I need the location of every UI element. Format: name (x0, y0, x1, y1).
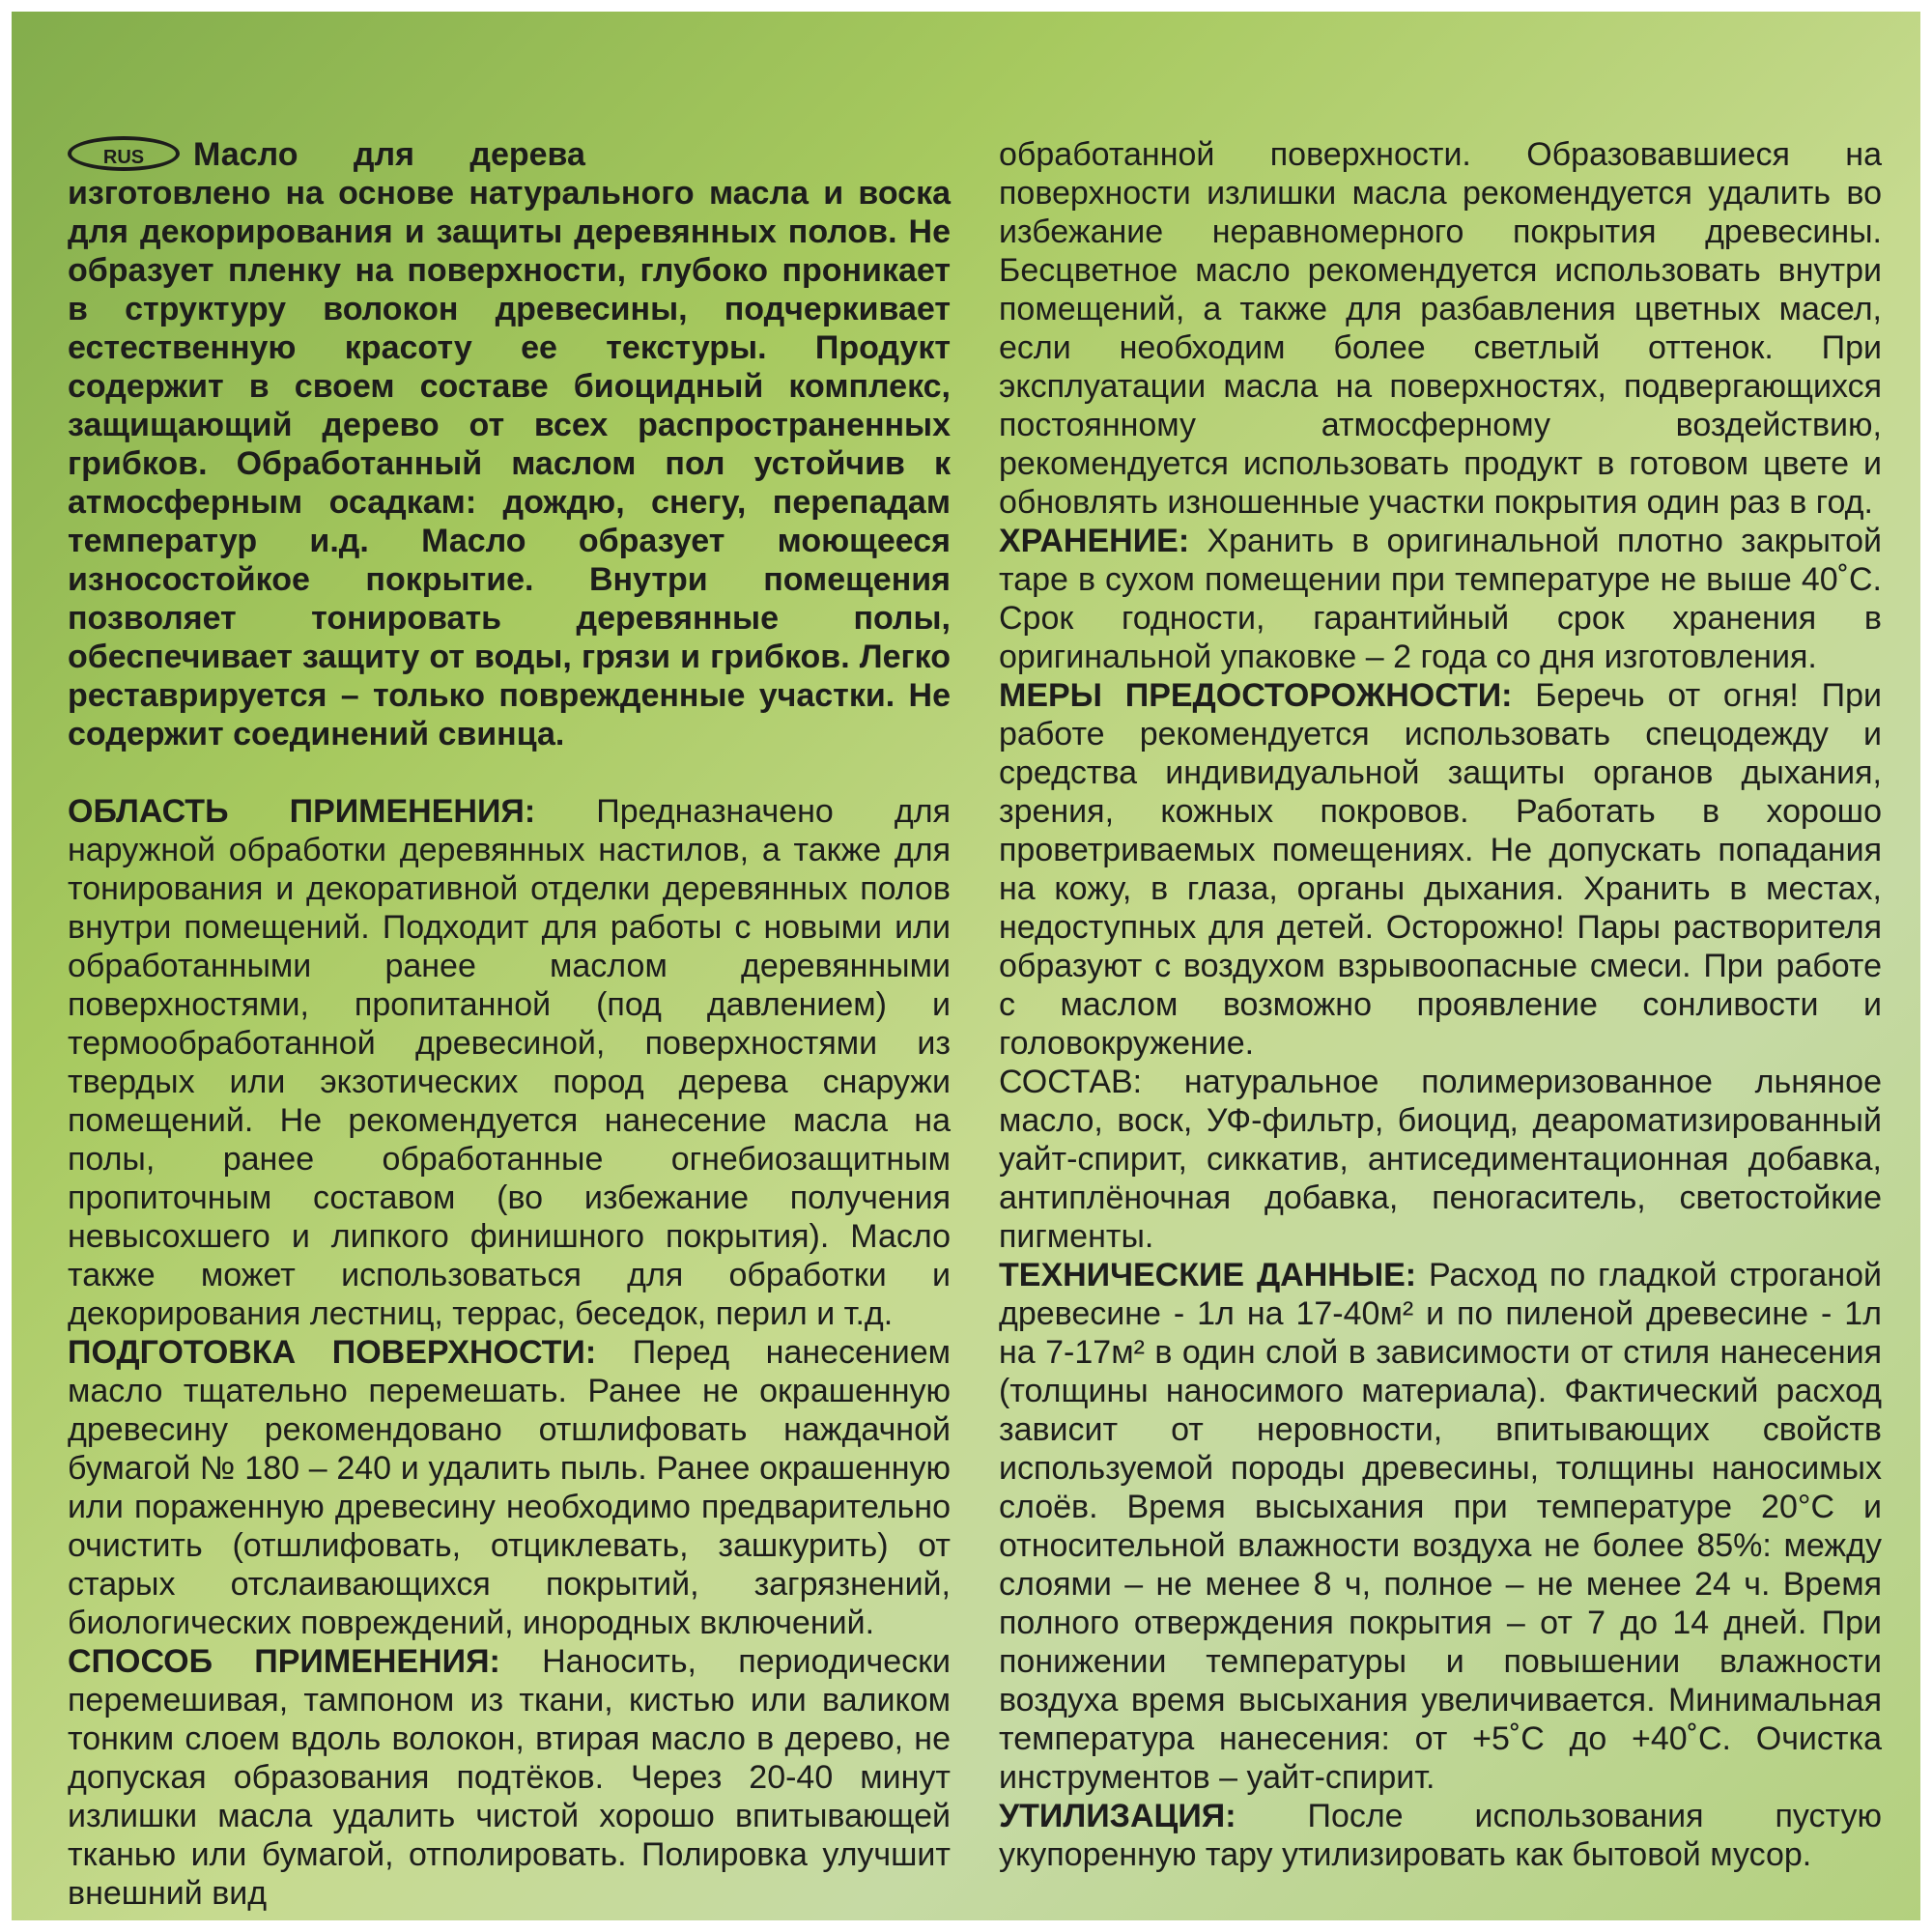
section-tech-text: Расход по гладкой строганой древесине - 1л на 17-40м² и по пиленой древесине - 1л на 7-17м² в один слой в зависимости от стиля нанесения (толщины наносимого материала). Фактический расход зависит от неровности, впитывающих свойств используемой породы древесины, толщины наносимых слоёв. Время высыхания при температуре 20°С и относительной влажности воздуха не более 85%: между слоями – не менее 8 ч, полное – не менее 24 ч. Время полного отверждения покрытия – от 7 до 14 дней. При понижении температуры и повышении влажности воздуха время высыхания увеличивается. Минимальная температура нанесения: от +5˚С до +40˚С. Очистка инструментов – уайт-спирит. (999, 1257, 1882, 1796)
section-tech-title: ТЕХНИЧЕСКИЕ ДАННЫЕ: (999, 1257, 1417, 1293)
section-composition-text: натуральное полимеризованное льняное масло, воск, УФ-фильтр, биоцид, деароматизированный уайт-спирит, сиккатив, антиседиментационная добавка, антиплёночная добавка, пеногаситель, светостойкие пигменты. (999, 1064, 1882, 1255)
section-storage-title: ХРАНЕНИЕ: (999, 523, 1190, 559)
section-composition-title: СОСТАВ: (999, 1064, 1143, 1100)
section-composition (999, 1063, 1882, 1256)
section-method-continued: обработанной поверхности. Образовавшиеся на поверхности излишки масла рекомендуется удалить во избежание неравномерного покрытия древесины. Бесцветное масло рекомендуется использовать внутри помещений, а также для разбавления цветных масел, если необходим более светлый оттенок. При эксплуатации масла на поверхностях, подвергающихся постоянному атмосферному воздействию, рекомендуется использовать продукт в готовом цвете и обновлять изношенные участки покрытия один раз в год. (999, 136, 1882, 521)
section-prep-title: ПОДГОТОВКА ПОВЕРХНОСТИ: (68, 1334, 597, 1371)
label-panel (12, 12, 1920, 1920)
left-column (68, 135, 951, 1913)
section-disposal-text: После использования пустую укупоренную тару утилизировать как бытовой мусор. (999, 1798, 1882, 1873)
section-storage-text: Хранить в оригинальной плотно закрытой таре в сухом помещении при температуре не выше 40˚С. Срок годности, гарантийный срок хранения в оригинальной упаковке – 2 года со дня изготовления. (999, 523, 1882, 675)
intro-paragraph (68, 135, 951, 753)
section-prep (68, 1333, 951, 1642)
section-area-title: ОБЛАСТЬ ПРИМЕНЕНИЯ: (68, 793, 536, 830)
section-prep-text: Перед нанесением масло тщательно перемешать. Ранее не окрашенную древесину рекомендовано отшлифовать наждачной бумагой № 180 – 240 и удалить пыль. Ранее окрашенную или пораженную древесину необходимо предварительно очистить (отшлифовать, отциклевать, зашкурить) от старых отслаивающихся покрытий, загрязнений, биологических повреждений, инородных включений. (68, 1334, 951, 1641)
section-disposal (999, 1797, 1882, 1874)
section-method (68, 1642, 951, 1913)
intro-text: изготовлено на основе натурального масла и воска для декорирования и защиты деревянных полов. Не образует пленку на поверхности, глубоко проникает в структуру волокон древесины, подчеркивает естественную красоту ее текстуры. Продукт содержит в своем составе биоцидный комплекс, защищающий дерево от всех распространенных грибков. Обработанный маслом пол устойчив к атмосферным осадкам: дождю, снегу, перепадам температур и.д. Масло образует моющееся износостойкое покрытие. Внутри помещения позволяет тонировать деревянные полы, обеспечивает защиту от воды, грязи и грибков. Легко реставрируется – только поврежденные участки. Не содержит соединений свинца. (68, 175, 951, 753)
spacer (68, 753, 951, 792)
section-area (68, 792, 951, 1333)
right-column (999, 135, 1882, 1874)
section-tech (999, 1256, 1882, 1797)
section-safety (999, 676, 1882, 1063)
rus-language-badge: RUS (68, 136, 180, 171)
product-title: Масло для дерева (193, 136, 585, 173)
section-safety-title: МЕРЫ ПРЕДОСТОРОЖНОСТИ: (999, 677, 1513, 714)
section-safety-text: Беречь от огня! При работе рекомендуется использовать спецодежду и средства индивидуальной защиты органов дыхания, зрения, кожных покровов. Работать в хорошо проветриваемых помещениях. Не допускать попадания на кожу, в глаза, органы дыхания. Хранить в местах, недоступных для детей. Осторожно! Пары растворителя образуют с воздухом взрывоопасные смеси. При работе с маслом возможно проявление сонливости и головокружение. (999, 677, 1882, 1062)
section-area-text: Предназначено для наружной обработки деревянных настилов, а также для тонирования и декоративной отделки деревянных полов внутри помещений. Подходит для работы с новыми или обработанными ранее маслом деревянными поверхностями, пропитанной (под давлением) и термообработанной древесиной, поверхностями из твердых или экзотических пород дерева снаружи помещений. Не рекомендуется нанесение масла на полы, ранее обработанные огнебиозащитным пропиточным составом (во избежание получения невысохшего и липкого финишного покрытия). Масло также может использоваться для обработки и декорирования лестниц, террас, беседок, перил и т.д. (68, 793, 951, 1332)
section-storage (999, 522, 1882, 676)
section-method-text: Наносить, периодически перемешивая, тампоном из ткани, кистью или валиком тонким слоем вдоль волокон, втирая масло в дерево, не допуская образования подтёков. Через 20-40 минут излишки масла удалить чистой хорошо впитывающей тканью или бумагой, отполировать. Полировка улучшит внешний вид (68, 1643, 951, 1912)
section-method-title: СПОСОБ ПРИМЕНЕНИЯ: (68, 1643, 500, 1680)
section-disposal-title: УТИЛИЗАЦИЯ: (999, 1798, 1236, 1834)
